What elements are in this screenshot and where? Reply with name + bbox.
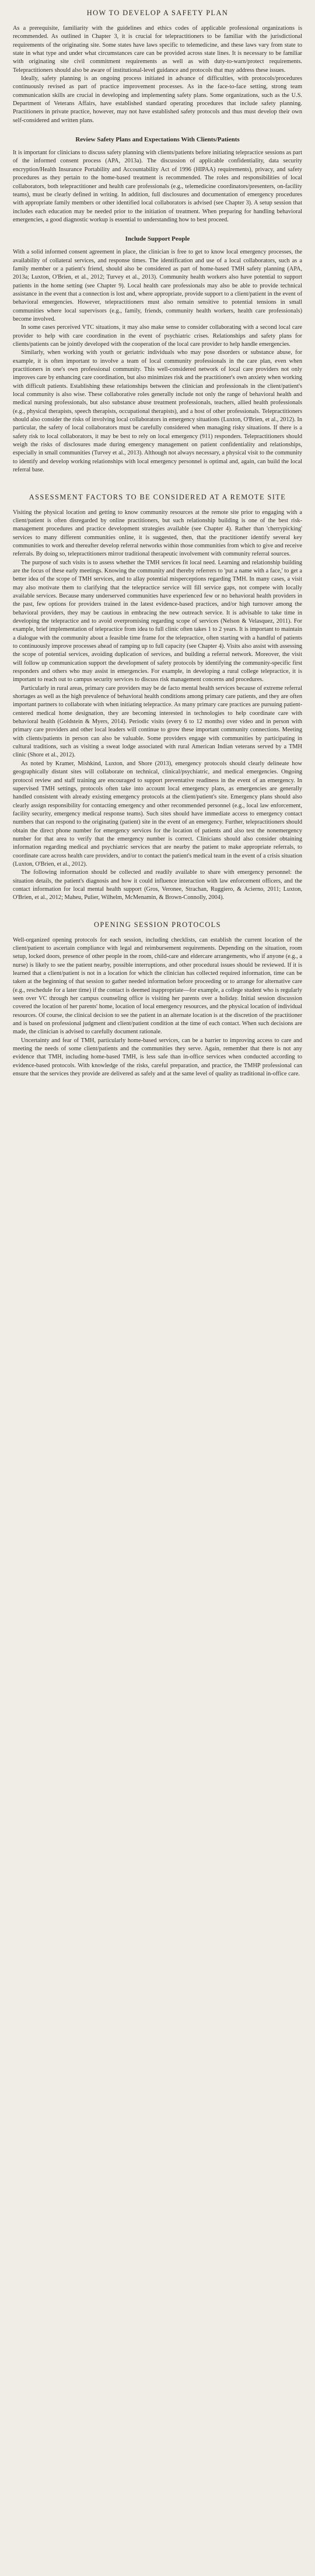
paragraph: Particularly in rural areas, primary care providers may be de facto mental health services because of extreme referral shortages as well as the high prevalence of behavioral health conditions among primary care patients, and they are often important partners to collaborate with when initiating telepractice. As many primary care practices are pursuing patient-centered medical home designation, they are becoming interested in technologies to help coordinate care with behavioral health (Goldstein & Myers, 2014). Periodic visits (every 6 to 12 months) over video and in person with primary care providers and other local leaders will continue to grow these important community connections. Meeting with clients/patients in person can also be valuable. Some providers engage with communities by participating in cultural traditions, such as visiting a sweat lodge associated with rural American Indian veterans served by a TMH clinic (Shore et al., 2012). bbox=[13, 685, 302, 759]
paragraph: With a solid informed consent agreement in place, the clinician is free to get to know local emergency processes, the availability of collateral services, and response times. The identification and use of a local collaborators, such as a family member or a patient's friend, should also be considered as part of home-based TMH safety planning (APA, 2013a; Luxton, O'Brien, et al., 2012; Turvey et al., 2013). Community health workers also have potential to support patients in the home setting (see Chapter 9). Local health care professionals may also be able to provide technical assistance in the event that a connection is lost and, where appropriate, provide support to a client/patient in the event of behavioral emergencies. However, telepractitioners must also remain sensitive to potential tensions in small communities where local supervisors (e.g., family, friends, community health workers, health care professionals) become involved. bbox=[13, 249, 302, 322]
paragraph: As noted by Kramer, Mishkind, Luxton, and Shore (2013), emergency protocols should clearly delineate how geographically distant sites will collaborate on technical, clinical/psychiatric, and medical emergencies. Ongoing protocol review and staff training are encouraged to support preventative readiness in the event of an emergency. In supervised TMH settings, protocols often take into account local emergency plans, as emergencies are generally handled consistent with already existing emergency protocols at the client/patient's site. Emergency plans should also clearly assign responsibility for contacting emergency and other recommended personnel (e.g., local law enforcement, facility security, emergency medical response teams). Such sites should have immediate access to emergency contact numbers that can respond to the originating (patient) site in the event of an emergency. Further, telepractitioners should obtain the direct phone number for emergency services for the location of patients and also test the nonemergency number for that area to verify that the emergency number is correct. Clinicians should also consider obtaining information regarding medical and psychiatric services that are nearby the patient to make appropriate referrals, to coordinate care across health care providers, and/or to contact the patient's medical team in the event of a crisis situation (Luxton, O'Brien, et al., 2012). bbox=[13, 760, 302, 867]
paragraph: The following information should be collected and readily available to share with emergency personnel: the situation details, the patient's diagnosis and how it could influence interaction with law enforcement officers, and the contact information for local mental health support (Gros, Veronee, Strachan, Ruggiero, & Acierno, 2011; Luxton, O'Brien, et al., 2012; Maheu, Pulier, Wilhelm, McMenamin, & Brown-Connolly, 2004). bbox=[13, 869, 302, 901]
paragraph: In some cases perceived VTC situations, it may also make sense to consider collaborating with a second local care provider to help with care coordination in the event of psychiatric crises. Relationships and safety plans for clients/patients can be jointly developed with the cooperation of the local care provider to help handle emergencies. bbox=[13, 324, 302, 348]
paragraph: Uncertainty and fear of TMH, particularly home-based services, can be a barrier to improving access to care and meeting the needs of some client/patients and the communities they serve. Again, remember that there is not any evidence that TMH, including home-based TMH, is less safe than in-office services when conducted according to evidence-based protocols. With knowledge of the risks, careful preparation, and practice, the TMHP professional can ensure that the services they provide are delivered as safely and at the same level of quality as traditional in-office care. bbox=[13, 1037, 302, 1078]
paragraph: Visiting the physical location and getting to know community resources at the remote site prior to engaging with a client/patient is often disregarded by online practitioners, but such relationship building is one of the best risk-management procedures and practice development strategies available (see Chapter 4). Rather than 'cherrypicking' services to many different communities online, it is suggested, then, that the practitioner identify several key communities to work and thereafter develop referral networks within those communities from which to give and receive referrals. By doing so, telepractitioners mirror traditional therapeutic involvement with community referral sources. bbox=[13, 509, 302, 558]
paragraph: Ideally, safety planning is an ongoing process initiated in advance of difficulties, with protocols/procedures continuously revised as part of practice improvement processes. As in the face-to-face setting, strong team communication skills are crucial in developing and implementing safety plans. Some organizations, such as the U.S. Department of Veterans Affairs, have established standard operating procedures that include safety planning. Practitioners in private practice, however, may not have established safety protocols and thus must develop their own self-considered and written plans. bbox=[13, 75, 302, 124]
subheading-include-support-people: Include Support People bbox=[125, 235, 190, 243]
paragraph: It is important for clinicians to discuss safety planning with clients/patients before initiating telepractice sessions as part of the informed consent process (APA, 2013a). The discussion of applicable confidentiality, data security encryption/Health Insurance Portability and Accountability Act of 1996 (HIPAA) requirements), privacy, and safety procedures as they pertain to the home-based treatment is recommended. The roles and responsibilities of local collaborators, both telepractitioner and health care professionals (e.g., telemedicine coordinators/presenters, on-facility teams), must be clearly defined in writing. In addition, full disclosures and documentation of emergency procedures with appropriate family members or other identified local collaborators is advised (see Chapter 3). A setup session that includes each education may be needed prior to the initiation of treatment. When preparing for handling behavioral emergencies, a good diagnostic workup is essential to understanding how to best proceed. bbox=[13, 150, 302, 223]
paragraph: As a prerequisite, familiarity with the guidelines and ethics codes of applicable professional organizations is recommended. As outlined in Chapter 3, it is crucial for telepractitioners to be familiar with the jurisdictional requirements of the originating site. Some states have laws specific to telemedicine, and these laws vary from state to state in what type and under what circumstances care can be provided across state lines. It is necessary to be familiar with originating site civil commitment requirements as well as with duty-to-warn/protect requirements. Telepractitioners should also be aware of institutional-level guidance and protocols that may address these issues. bbox=[13, 25, 302, 74]
paragraph: The purpose of such visits is to assess whether the TMH services fit local need. Learning and relationship building are the focus of these early meetings. Knowing the community and thereby referrers to 'put a name with a face,' to get a better idea of the scope of TMH services, and to allay potential misperceptions regarding TMH. In many cases, a visit may also motivate them to clarifying that the telepractice service will fill service gaps, not compete with locally available services. Because many underserved communities have experienced few or no behavioral health providers in the past, few options for providers trained in the latest evidence-based practices, and/or high turnover among the behavioral providers, they may be cautious in embracing the new outreach service. It is advisable to take time in developing the telepractice and to avoid overpromising regarding scope of services (Nelson & Velasquez, 2011). For example, brief implementation of telepractice from idea to full clinic often takes 1 to 2 years. It is important to maintain a dialogue with the community about a feasible time frame for the telepractice, often starting with a handful of patients to continuously improve processes ahead of ramping up to full capacity (see Chapter 4). Visits also assist with assessing the scope of potential services, avoiding duplication of services, and building a referral network. Moreover, the visit will follow up communication support the development of safety protocols by identifying the community-specific first responders and others who may assist in emergencies. For example, in developing a rural college telepractice, it is important to reach out to campus security services to discuss risk management concerns and procedures. bbox=[13, 559, 302, 683]
section-heading-assessment-factors: ASSESSMENT FACTORS TO BE CONSIDERED AT A REMOTE SITE bbox=[29, 492, 286, 501]
subheading-review-safety-plans: Review Safety Plans and Expectations With Clients/Patients bbox=[75, 136, 240, 144]
paragraph: Similarly, when working with youth or geriatric individuals who may pose disorders or substance abuse, for example, it is often important to involve a team of local community professionals in the care plan, even when practitioners in one's own professional community. This well-considered network of local care providers not only improves care by enhancing care coordination, but also minimizes risk and the practitioner's own anxiety when working with difficult patients. Establishing these relationships between the clinician and professionals in the client/patient's local community is also wise. These collaborative roles generally include not only the range of behavioral health and medical nursing professionals, but also substance abuse treatment professionals, teachers, allied health professionals (e.g., physical therapists, speech therapists, occupational therapists), and a host of other professionals. Telepractitioners should also consider the risks of involving local collaborators in emergency situations (Luxton, O'Brien, et al., 2012). In particular, the safety of local collaborators must be carefully considered when managing risky situations. If there is a safety risk to local collaborators, it may be best to rely on local emergency (911) responders. Telepractitioners should weigh the risks of disclosures made during emergency management on patient confidentiality and relationships, especially in small communities (Turvey et al., 2013). Although not always necessary, a physical visit to the community to identify and develop working relationships with local emergency personnel is optimal and, again, can build the local referral base. bbox=[13, 349, 302, 474]
section-heading-opening-session-protocols: OPENING SESSION PROTOCOLS bbox=[94, 920, 221, 929]
section-heading-safety-plan: HOW TO DEVELOP A SAFETY PLAN bbox=[86, 9, 229, 17]
paragraph: Well-organized opening protocols for each session, including checklists, can establish the current location of the client/patient to ascertain compliance with legal and reimbursement requirements. Depending on the situation, room setup, locked doors, presence of other people in the room, child-care and eldercare arrangements, who if anyone (e.g., a nurse) is likely to see the patient nearby, possible interruptions, and other procedural issues should be reviewed. If it is learned that a client/patient is not in a location for which the clinician has collected required information, time can be taken at the beginning of that session to gather needed information before proceeding or to arrange for alternative care (e.g., reschedule for a later time) if the contact is deemed inappropriate—for example, a college student who is regularly seen over VC through her campus counseling office is visiting her parents over a holiday. Initial session discussion covered the location of her parents' home, location of local emergency resources, and the physical location of individual resources. Of course, the clinical decision to see the patient in an alternate location is at the discretion of the practitioner and is based on professional judgment and client/patient condition at the time of each contact. When such decisions are made, the clinician is advised to carefully document rationale. bbox=[13, 936, 302, 1036]
